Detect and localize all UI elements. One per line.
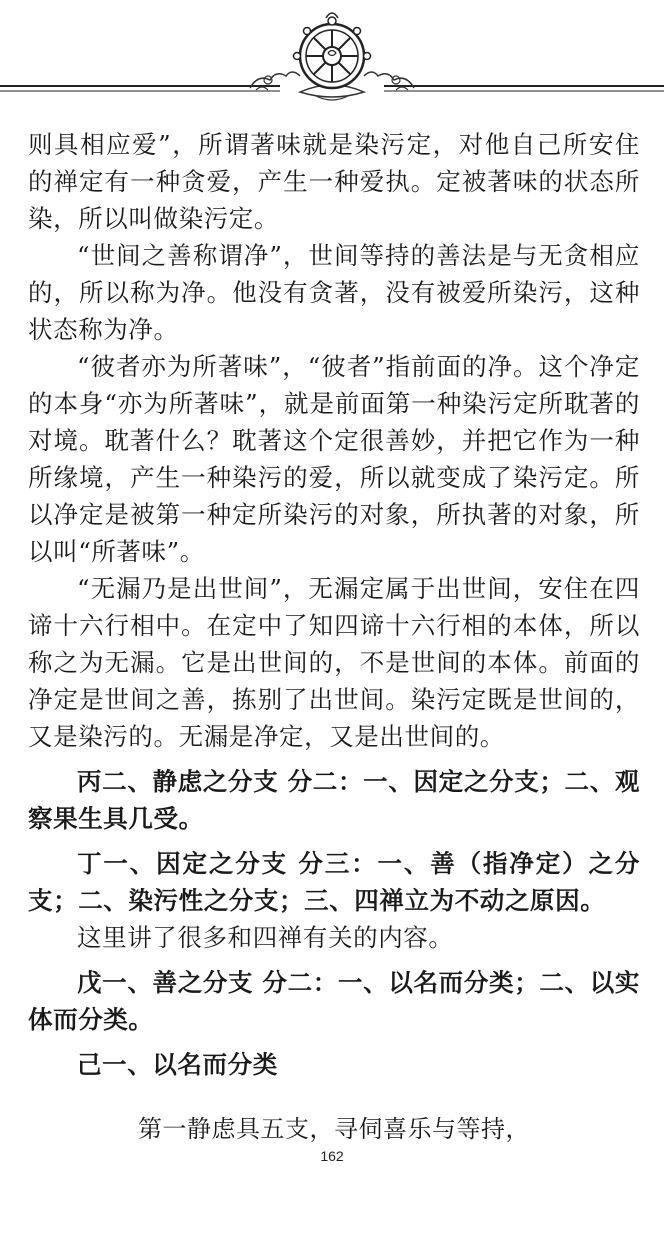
section-heading: 丁一、因定之分支 分三：一、善（指净定）之分支；二、染污性之分支；三、四禅立为不动之原因。 (28, 849, 640, 915)
dharma-wheel-icon (0, 0, 664, 110)
page-header-ornament (0, 0, 664, 110)
page-number: 162 (320, 1148, 344, 1164)
body-paragraph: “彼者亦为所著味”，“彼者”指前面的净。这个净定的本身“亦为所著味”，就是前面第一种染污定所耽著的对境。耽著什么？耽著这个定很善妙，并把它作为一种所缘境，产生一种染污的爱，所以就变成了染污定。所以净定是被第一种定所染污的对象，所执著的对象，所以叫“所著味”。 (28, 352, 640, 566)
body-paragraph: 则具相应爱”，所谓著味就是染污定，对他自己所安住的禅定有一种贪爱，产生一种爱执。定被著味的状态所染，所以叫做染污定。 (28, 130, 640, 233)
section-heading: 己一、以名而分类 (77, 1050, 278, 1079)
verse-line: 第一静虑具五支，寻伺喜乐与等持， (138, 1115, 530, 1143)
body-paragraph: 这里讲了很多和四禅有关的内容。 (77, 923, 454, 952)
section-heading: 戊一、善之分支 分二：一、以名而分类；二、以实体而分类。 (28, 968, 640, 1034)
body-paragraph: “无漏乃是出世间”，无漏定属于出世间，安住在四谛十六行相中。在定中了知四谛十六行相的本体，所以称之为无漏。它是出世间的，不是世间的本体。前面的净定是世间之善，拣别了出世间。染污定既是世间的，又是染污的。无漏是净定，又是出世间的。 (28, 574, 640, 751)
section-heading: 丙二、静虑之分支 分二：一、因定之分支；二、观察果生具几受。 (28, 767, 640, 833)
page-body (28, 126, 640, 1144)
body-paragraph: “世间之善称谓净”，世间等持的善法是与无贪相应的，所以称为净。他没有贪著，没有被爱所染污，这种状态称为净。 (28, 241, 640, 344)
